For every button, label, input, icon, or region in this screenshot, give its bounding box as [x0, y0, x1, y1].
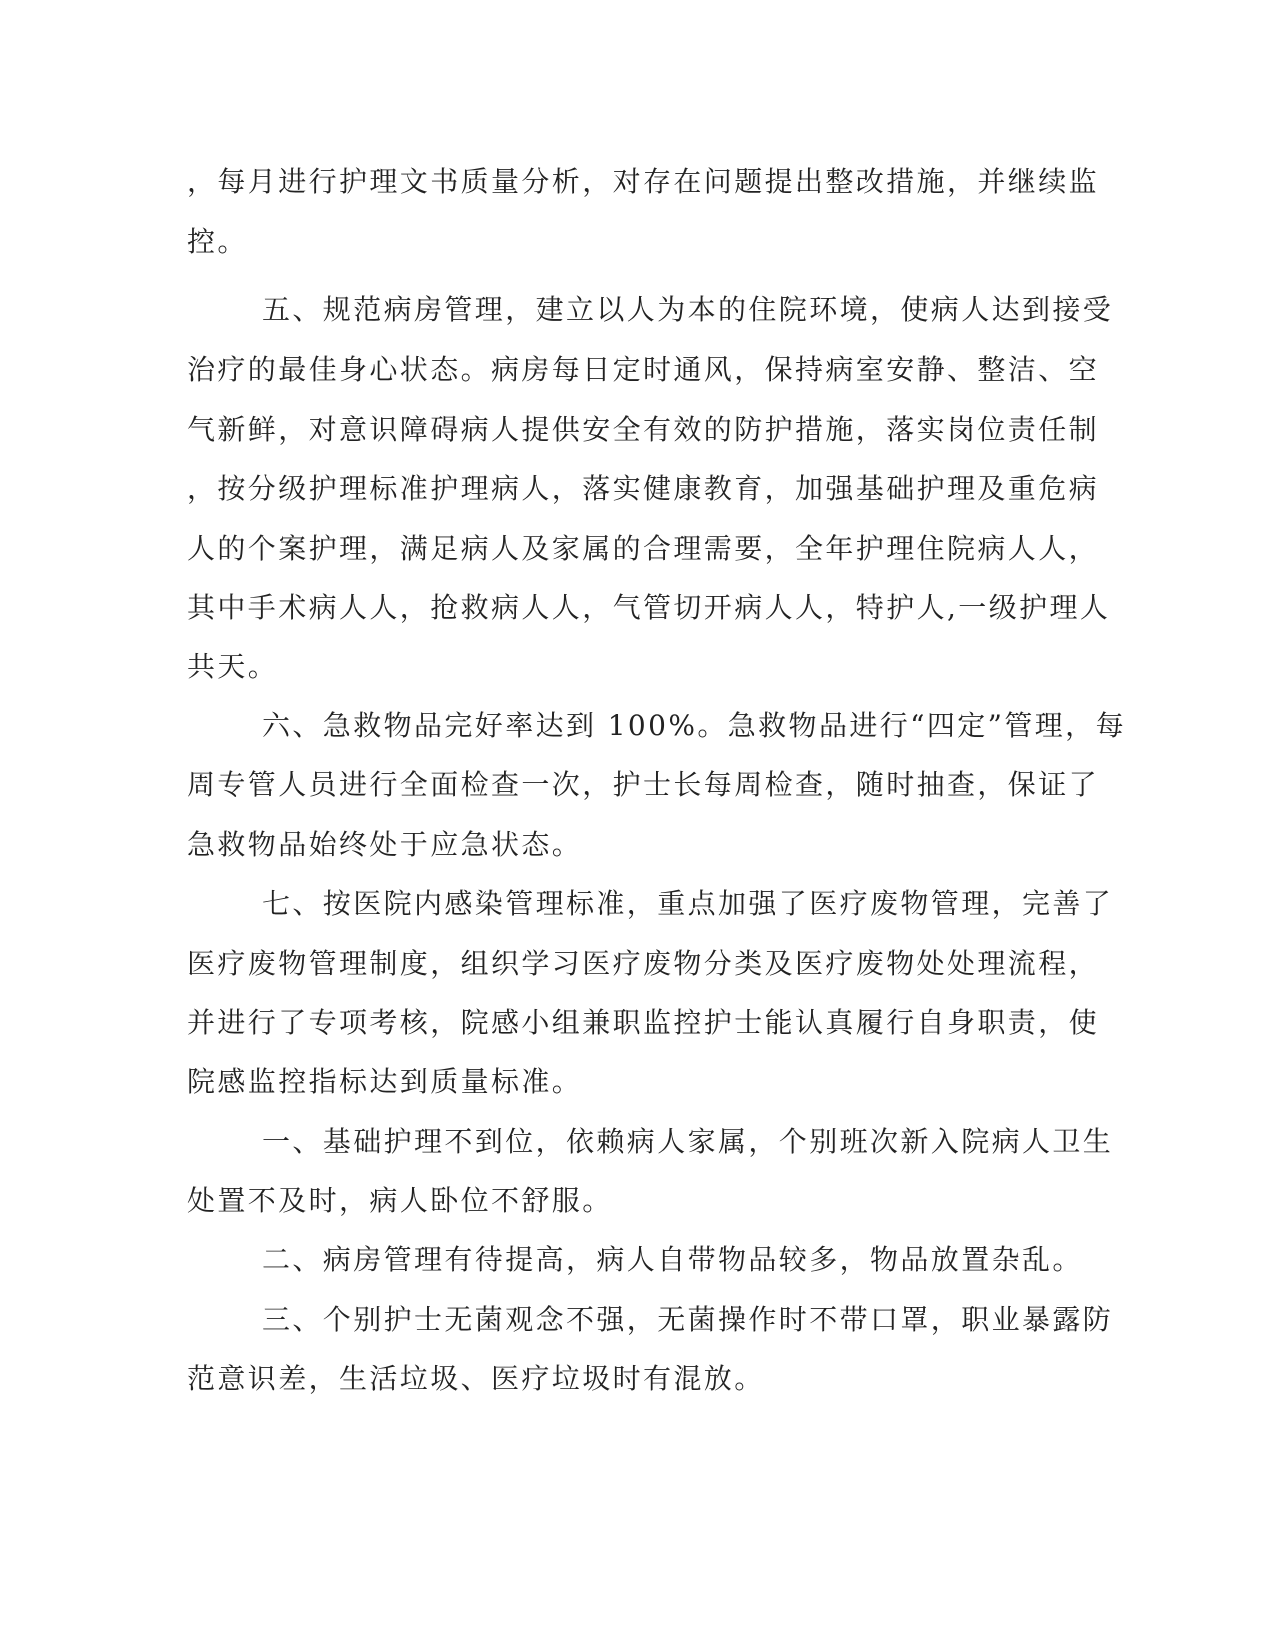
paragraph-6-line-1: 六、急救物品完好率达到 100%。急救物品进行“四定”管理，每: [262, 709, 1126, 742]
paragraph-5-line-3: 气新鲜，对意识障碍病人提供安全有效的防护措施，落实岗位责任制: [187, 413, 1100, 446]
paragraph-7-line-3: 并进行了专项考核，院感小组兼职监控护士能认真履行自身职责，使: [187, 1006, 1100, 1039]
paragraph-5-line-6: 其中手术病人人，抢救病人人，气管切开病人人，特护人,一级护理人: [187, 591, 1111, 624]
paragraph-7-line-2: 医疗废物管理制度，组织学习医疗废物分类及医疗废物处处理流程，: [187, 947, 1100, 980]
paragraph-5-line-1: 五、规范病房管理，建立以人为本的住院环境，使病人达到接受: [262, 293, 1114, 326]
paragraph-7-line-4: 院感监控指标达到质量标准。: [187, 1065, 583, 1098]
issue-3-line-2: 范意识差，生活垃圾、医疗垃圾时有混放。: [187, 1362, 765, 1395]
paragraph-5-line-7: 共天。: [187, 650, 279, 683]
paragraph-5-line-2: 治疗的最佳身心状态。病房每日定时通风，保持病室安静、整洁、空: [187, 353, 1100, 386]
paragraph-5-line-5: 人的个案护理，满足病人及家属的合理需要，全年护理住院病人人，: [187, 532, 1100, 565]
paragraph-7-line-1: 七、按医院内感染管理标准，重点加强了医疗废物管理，完善了: [262, 887, 1114, 920]
issue-1-line-2: 处置不及时，病人卧位不舒服。: [187, 1184, 613, 1217]
issue-3-line-1: 三、个别护士无菌观念不强，无菌操作时不带口罩，职业暴露防: [262, 1303, 1114, 1336]
paragraph-6-line-3: 急救物品始终处于应急状态。: [187, 828, 583, 861]
issue-2-line-1: 二、病房管理有待提高，病人自带物品较多，物品放置杂乱。: [262, 1243, 1083, 1276]
text-line-2: 控。: [187, 225, 248, 258]
paragraph-5-line-4: ，按分级护理标准护理病人，落实健康教育，加强基础护理及重危病: [187, 472, 1100, 505]
text-line-1: ，每月进行护理文书质量分析，对存在问题提出整改措施，并继续监: [187, 165, 1100, 198]
issue-1-line-1: 一、基础护理不到位，依赖病人家属，个别班次新入院病人卫生: [262, 1125, 1114, 1158]
paragraph-6-line-2: 周专管人员进行全面检查一次，护士长每周检查，随时抽查，保证了: [187, 768, 1100, 801]
